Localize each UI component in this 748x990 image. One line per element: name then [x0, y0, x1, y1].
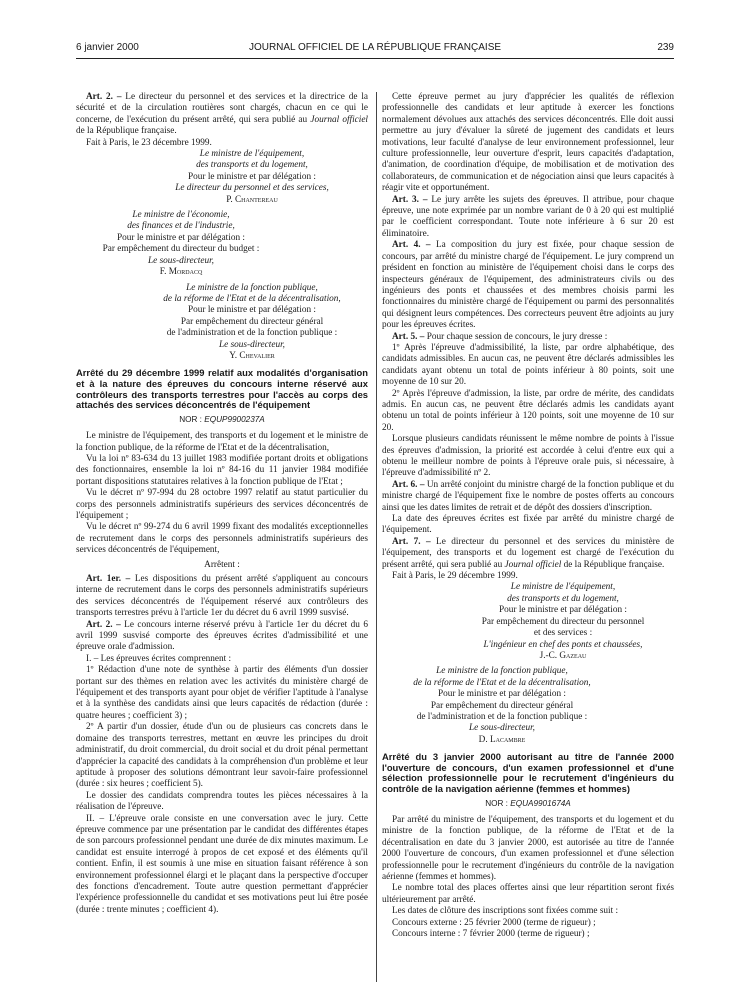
article-1: Art. 1er. – Les dispositions du présent arrêté s'appliquent au concours interne de recrutement dans le corps des personnels administratifs supérieurs des services déconcentrés de l'équipement réservé aux contrôleurs des transports terrestres prévu à l'article 1er du décret du 6 avril 1999 susvisé.	[76, 574, 368, 619]
article-7: Art. 7. – Le directeur du personnel et des services du ministère de l'équipement, des transports et du logement est chargé de l'exécution du présent arrêté, qui sera publié au Journal officiel de la République française.	[382, 536, 674, 570]
article-2: Art. 2. – Le directeur du personnel et des services et la directrice de la sécurité et de la circulation routières sont chargés, chacun en ce qui le concerne, de l'exécution du présent arrêté, qui sera publié au Journal officiel de la République française.	[76, 92, 369, 137]
page-number: 239	[657, 42, 674, 53]
article-2b: Art. 2. – Le concours interne réservé prévu à l'article 1er du décret du 6 avril 1999 susvisé comporte des épreuves écrites d'admissibilité et une épreuve orale d'admission.	[76, 619, 368, 653]
article-5-tiebreak: Lorsque plusieurs candidats réunissent le même nombre de points à l'issue des épreuves d'admission, la priorité est accordée à celui d'entre eux qui a obtenu le meilleur nombre de points à l'épreuve orale puis, si nécessaire, à l'épreuve d'admissibilité nº 2.	[382, 434, 674, 479]
left-column	[76, 92, 368, 916]
section-i-3: Le dossier des candidats comprendra toutes les pièces nécessaires à la réalisation de l'épreuve.	[76, 790, 368, 813]
article-6: Art. 6. – Un arrêté conjoint du ministre chargé de la fonction publique et du ministre chargé de l'équipement fixe le nombre de postes offerts au concours ainsi que les dates limites de retrait et de dépôt des dossiers d'inscription.	[382, 479, 674, 513]
nor-reference: NOR : EQUP9900237A	[179, 414, 265, 424]
column-divider	[376, 92, 377, 982]
visa-1: Vu la loi nº 83-634 du 13 juillet 1983 modifiée portant droits et obligations des fonctionnaires, ensemble la loi nº 84-16 du 11 janvier 1984 modifiée portant dispositions statutaires relatives à la fonction publique de l'Etat ;	[76, 453, 368, 487]
oral-exam-paragraph: Cette épreuve permet au jury d'apprécier les qualités de réflexion professionnelle des candidats et leur aptitude à exercer les fonctions normalement dévolues aux attachés des services déconcentrés. Elle doit aussi permettre au jury d'évaluer la sûreté de jugement des candidats et leurs motivations, leur faculté d'analyse de leur environnement professionnel, leur culture professionnelle, leur ouverture d'esprit, leurs capacités d'adaptation, d'animation, de coordination d'équipe, de mobilisation et de motivation des collaborateurs, de communication et de négociation ainsi que leurs capacités à réagir vite et opportunément.	[382, 92, 674, 194]
visa-3: Vu le décret nº 99-274 du 6 avril 1999 fixant des modalités exceptionnelles de recrutement dans le corps des personnels administratifs supérieurs des services déconcentrés de l'équipement,	[76, 522, 368, 556]
signature-block-5: Le ministre de la fonction publique, de la réforme de l'Etat et de la décentralisation, Pour le ministre et par délégation : Par empêchement du directeur général de l'administration et de la fonction publique : Le sous-directeur, D. Lacambre	[413, 666, 591, 745]
article-5-item-2: 2º Après l'épreuve d'admission, la liste, par ordre de mérite, des candidats admis. En aucun cas, ne peuvent être déclarés admis les candidats ayant obtenu un total de points inférieur à 120 points, soit une moyenne de 10 sur 20.	[382, 388, 674, 433]
decree-heading-2: Arrêté du 3 janvier 2000 autorisant au titre de l'année 2000 l'ouverture de concours, d'un examen professionnel et d'une sélection professionnelle pour le recrutement d'ingénieurs du contrôle de la navigation aérienne (femmes et hommes)	[382, 751, 674, 794]
article-5-item-1: 1º Après l'épreuve d'admissibilité, la liste, par ordre alphabétique, des candidats admissibles. En aucun cas, ne peuvent être déclarés admissibles les candidats ayant obtenu un total de points inférieur à 80 points, soit une moyenne de 10 sur 20.	[382, 342, 674, 388]
section-i-1: 1º Rédaction d'une note de synthèse à partir des éléments d'un dossier portant sur des thèmes en relation avec les activités du ministère chargé de l'équipement et des transports ayant pour objet de vérifier l'aptitude à l'analyse et à la synthèse des candidats ainsi que leurs capacités de rédaction (durée : quatre heures ; coefficient 3) ;	[76, 665, 368, 721]
fait-a-paris: Fait à Paris, le 23 décembre 1999.	[86, 137, 212, 148]
header-date: 6 janvier 2000	[76, 42, 139, 53]
header-title: JOURNAL OFFICIEL DE LA RÉPUBLIQUE FRANÇAISE	[248, 42, 502, 53]
visa-2: Vu le décret nº 97-994 du 28 octobre 1997 relatif au statut particulier du corps des personnels administratifs supérieurs des services déconcentrés de l'équipement ;	[76, 488, 368, 521]
preamble: Le ministre de l'équipement, des transports et du logement et le ministre de la fonction publique, de la réforme de l'Etat et de la décentralisation,	[76, 431, 368, 453]
article-6-date: La date des épreuves écrites est fixée par arrêté du ministre chargé de l'équipement.	[382, 514, 674, 536]
decree-2-body: Par arrêté du ministre de l'équipement, des transports et du logement et du ministre de la fonction publique, de la réforme de l'Etat et de la décentralisation en date du 3 janvier 2000, est autorisée au titre de l'année 2000 l'ouverture de concours, d'un examen professionnel et d'une sélection professionnelle pour le recrutement d'ingénieurs du contrôle de la navigation aérienne (femmes et hommes).	[382, 814, 674, 882]
concours-interne: Concours interne : 7 février 2000 (terme de rigueur) ;	[392, 929, 590, 939]
section-ii: II. – L'épreuve orale consiste en une conversation avec le jury. Cette épreuve commence par une présentation par le candidat des différentes étapes de son parcours professionnel pendant une durée de dix minutes maximum. Le candidat est ensuite interrogé à propos de cet exposé et des éléments qu'il contient. Enfin, il est soumis à une mise en situation faisant référence à son environnement professionnel élargi et le plaçant dans la perspective d'occuper des fonctions d'encadrement. Toute autre question permettant d'apprécier l'expérience professionnelle du candidat et ses motivations peut lui être posée (durée : trente minutes ; coefficient 4).	[76, 813, 368, 915]
section-i-title: I. – Les épreuves écrites comprennent :	[86, 653, 232, 664]
right-column	[382, 92, 674, 940]
header-rule	[76, 58, 674, 59]
concours-externe: Concours externe : 25 février 2000 (terme de rigueur) ;	[392, 917, 596, 928]
decree-2-dates: Les dates de clôture des inscriptions sont fixées comme suit :	[392, 906, 619, 917]
signature-block-3: Le ministre de la fonction publique, de la réforme de l'Etat et de la décentralisation, Pour le ministre et par délégation : Par empêchement du directeur général de l'administration et de la fonction publique : Le sous-directeur, Y. Chevalier	[163, 282, 341, 361]
signature-block-1: Le ministre de l'équipement, des transports et du logement, Pour le ministre et par délégation : Le directeur du personnel et des services, P. Chantereau	[175, 149, 329, 205]
decree-heading: Arrêté du 29 décembre 1999 relatif aux modalités d'organisation et à la nature des épreuves du concours interne réservé aux contrôleurs des transports terrestres pour l'accès au corps des attachés des services déconcentrés de l'équipement	[76, 367, 368, 411]
signature-block-4: Le ministre de l'équipement, des transports et du logement, Pour le ministre et par délégation : Par empêchement du directeur du personnel et des services : L'ingénieur en chef des ponts et chaussées, J.-C. Gazeau	[481, 582, 645, 661]
decree-2-places: Le nombre total des places offertes ainsi que leur répartition seront fixés ultérieurement par arrêté.	[382, 883, 674, 905]
signature-block-2: Le ministre de l'économie, des finances et de l'industrie, Pour le ministre et par délégation : Par empêchement du directeur du budget : Le sous-directeur, F. Mordacq	[102, 210, 260, 278]
fait-a-paris-2: Fait à Paris, le 29 décembre 1999.	[392, 571, 518, 582]
article-5: Art. 5. – Pour chaque session de concours, le jury dresse :	[392, 331, 608, 342]
section-i-2: 2º A partir d'un dossier, étude d'un ou de plusieurs cas concrets dans le domaine des transports terrestres, mettant en œuvre les principes du droit administratif, du droit commercial, du droit social et du droit pénal permettant d'apprécier la capacité des candidats à la compréhension d'un problème et leur aptitude à proposer des solutions démontrant leur savoir-faire professionnel (durée : six heures ; coefficient 5).	[76, 722, 368, 790]
article-4: Art. 4. – La composition du jury est fixée, pour chaque session de concours, par arrêté du ministre chargé de l'équipement. Le jury comprend un président en fonction au ministère de l'équipement choisi dans le corps des inspecteurs généraux de l'équipement, des administrateurs civils ou des ingénieurs des ponts et chaussées et des membres choisis parmi les fonctionnaires du ministère chargé de l'équipement ou parmi des personnalités qui désignent leurs compétences. Des correcteurs peuvent être adjoints au jury pour les épreuves écrites.	[382, 240, 674, 331]
article-3: Art. 3. – Le jury arrête les sujets des épreuves. Il attribue, pour chaque épreuve, une note exprimée par un nombre variant de 0 à 20 qui est multiplié par le coefficient correspondant. Toute note inférieure à 6 sur 20 est éliminatoire.	[382, 194, 674, 239]
running-header	[76, 42, 674, 56]
nor-reference-2: NOR : EQUA9901674A	[485, 798, 571, 808]
arretent: Arrêtent :	[204, 559, 240, 570]
